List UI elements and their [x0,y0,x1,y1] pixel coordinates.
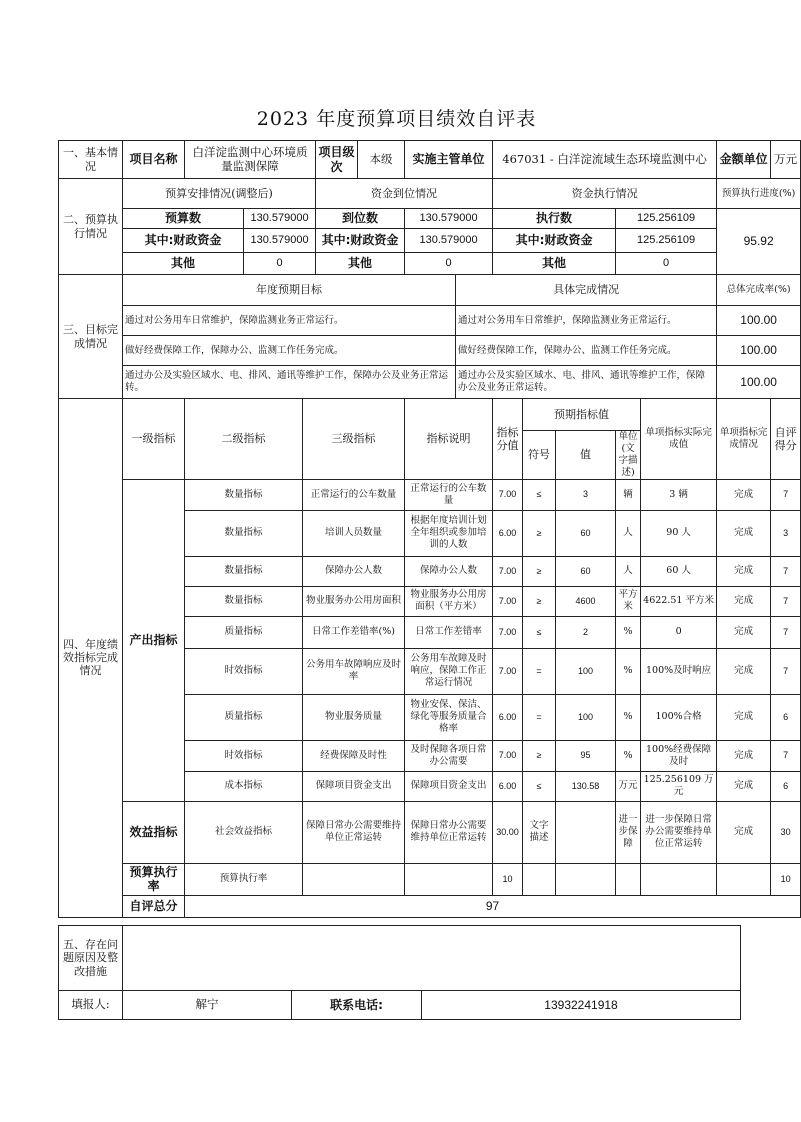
description-cell: 公务用车故障及时响应，保障工作正常运行情况 [405,648,493,694]
unit-cell: 进一步保障 [616,801,641,863]
goal-target: 通过对公务用车日常维护，保障监测业务正常运行。 [123,306,456,336]
actual-cell: 60 人 [641,556,717,586]
actual-cell: 进一步保障日常办公需要维持单位正常运转 [641,801,717,863]
goal-rate: 100.00 [717,336,801,366]
execution-other-label: 其他 [493,253,616,275]
budget-other-label: 其他 [123,253,244,275]
budget-fiscal-label: 其中:财政资金 [123,229,244,253]
indicator-row [59,479,801,510]
exec-rate-label: 预算执行率 [123,863,185,895]
weight-cell: 7.00 [493,479,523,510]
actual-cell: 100%合格 [641,694,717,740]
status-cell [717,863,771,895]
section-issues-label: 五、存在问题原因及整改措施 [59,926,123,991]
execution-rate-header: 预算执行进度(%) [717,179,801,209]
symbol-cell: ≥ [523,556,556,586]
annual-target-header: 年度预期目标 [123,275,456,306]
arrival-fiscal-label: 其中:财政资金 [316,229,405,253]
unit-cell: 万元 [616,771,641,801]
execution-fiscal-value: 125.256109 [616,229,717,253]
weight-cell: 7.00 [493,556,523,586]
project-level-value: 本级 [358,141,405,179]
section-goals-label: 三、目标完成情况 [59,275,123,399]
output-indicator-label: 产出指标 [123,479,185,801]
symbol-cell [523,863,556,895]
score-cell: 7 [771,740,801,771]
symbol-cell: = [523,648,556,694]
level2-cell: 数量指标 [185,479,303,510]
budget-other-value: 0 [244,253,316,275]
symbol-cell: ≤ [523,616,556,648]
description-cell: 根据年度培训计划全年组织或参加培训的人数 [405,510,493,556]
unit-cell: 辆 [616,479,641,510]
value-cell [556,801,616,863]
unit-cell: % [616,694,641,740]
level3-cell: 经费保障及时性 [303,740,405,771]
budget-plan-header: 预算安排情况(调整后) [123,179,316,209]
funds-arrival-header: 资金到位情况 [316,179,493,209]
arrival-value: 130.579000 [405,209,493,229]
execution-value: 125.256109 [616,209,717,229]
goal-rate: 100.00 [717,366,801,399]
level3-cell: 公务用车故障响应及时率 [303,648,405,694]
issues-content [123,926,741,991]
level2-cell: 成本指标 [185,771,303,801]
status-cell: 完成 [717,616,771,648]
arrival-label: 到位数 [316,209,405,229]
description-cell: 物业安保、保洁、绿化等服务质量合格率 [405,694,493,740]
total-score-row [59,895,801,917]
level2-header: 二级指标 [185,399,303,480]
description-cell: 日常工作差错率 [405,616,493,648]
arrival-other-value: 0 [405,253,493,275]
description-cell: 物业服务办公用房面积（平方米） [405,586,493,616]
status-header: 单项指标完成情况 [717,399,771,480]
weight-cell: 7.00 [493,616,523,648]
budget-value: 130.579000 [244,209,316,229]
score-header: 自评得分 [771,399,801,480]
status-cell: 完成 [717,586,771,616]
score-cell: 30 [771,801,801,863]
level3-cell: 物业服务质量 [303,694,405,740]
actual-cell: 0 [641,616,717,648]
value-header: 值 [556,431,616,480]
weight-cell: 30.00 [493,801,523,863]
level3-cell: 正常运行的公车数量 [303,479,405,510]
unit-cell: 人 [616,556,641,586]
level2-cell: 数量指标 [185,586,303,616]
exec-rate-row [59,863,801,895]
actual-cell: 125.256109 万元 [641,771,717,801]
funds-execution-header: 资金执行情况 [493,179,717,209]
actual-completion-header: 具体完成情况 [456,275,717,306]
issues-row [59,926,741,991]
expected-value-header: 预期指标值 [523,399,641,431]
status-cell: 完成 [717,479,771,510]
filler-label: 填报人: [59,991,123,1020]
description-cell: 保障项目资金支出 [405,771,493,801]
indicator-header-row [59,399,801,431]
overall-rate-header: 总体完成率(%) [717,275,801,306]
score-cell: 6 [771,694,801,740]
symbol-cell: = [523,694,556,740]
level2-cell: 质量指标 [185,694,303,740]
level3-header: 三级指标 [303,399,405,480]
symbol-cell: 文字描述 [523,801,556,863]
symbol-header: 符号 [523,431,556,480]
symbol-cell: ≤ [523,771,556,801]
value-cell [556,863,616,895]
value-cell: 60 [556,556,616,586]
goal-actual: 做好经费保障工作，保障办公、监测工作任务完成。 [456,336,717,366]
level2-cell: 质量指标 [185,616,303,648]
project-level-label: 项目级次 [316,141,358,179]
level3-cell [303,863,405,895]
level2-cell: 社会效益指标 [185,801,303,863]
actual-cell: 100%及时响应 [641,648,717,694]
amount-unit-label: 金额单位 [717,141,771,179]
weight-cell: 7.00 [493,740,523,771]
filler-value: 解宁 [123,991,292,1020]
goal-row [59,336,801,366]
section-budget-label: 二、预算执行情况 [59,179,123,275]
level3-cell: 物业服务办公用房面积 [303,586,405,616]
weight-cell: 6.00 [493,694,523,740]
description-cell: 正常运行的公车数量 [405,479,493,510]
execution-label: 执行数 [493,209,616,229]
execution-fiscal-label: 其中:财政资金 [493,229,616,253]
score-cell: 7 [771,648,801,694]
goal-actual: 通过办公及实验区域水、电、排风、通讯等维护工作，保障办公及业务正常运转。 [456,366,717,399]
unit-cell: 人 [616,510,641,556]
actual-cell: 3 辆 [641,479,717,510]
level2-cell: 数量指标 [185,510,303,556]
value-cell: 130.58 [556,771,616,801]
value-cell: 2 [556,616,616,648]
implementing-unit-value: 467031 - 白洋淀流域生态环境监测中心 [493,141,717,179]
phone-value: 13932241918 [422,991,741,1020]
arrival-fiscal-value: 130.579000 [405,229,493,253]
goal-target: 做好经费保障工作，保障办公、监测工作任务完成。 [123,336,456,366]
footer-row [59,991,741,1020]
unit-header: 单位(文字描述) [616,431,641,480]
status-cell: 完成 [717,694,771,740]
description-header: 指标说明 [405,399,493,480]
score-cell: 6 [771,771,801,801]
status-cell: 完成 [717,556,771,586]
budget-header-row [59,179,801,209]
actual-cell [641,863,717,895]
weight-cell: 6.00 [493,510,523,556]
symbol-cell: ≥ [523,586,556,616]
actual-cell: 90 人 [641,510,717,556]
level3-cell: 培训人员数量 [303,510,405,556]
value-cell: 60 [556,510,616,556]
level2-cell: 时效指标 [185,740,303,771]
budget-fiscal-row [59,229,801,253]
score-cell: 3 [771,510,801,556]
status-cell: 完成 [717,740,771,771]
section-basic-label: 一、基本情况 [59,141,123,179]
goal-actual: 通过对公务用车日常维护，保障监测业务正常运行。 [456,306,717,336]
goal-rate: 100.00 [717,306,801,336]
benefit-indicator-row [59,801,801,863]
execution-other-value: 0 [616,253,717,275]
level3-cell: 保障办公人数 [303,556,405,586]
budget-other-row [59,253,801,275]
score-cell: 7 [771,616,801,648]
weight-header: 指标分值 [493,399,523,480]
actual-cell: 4622.51 平方米 [641,586,717,616]
value-cell: 100 [556,648,616,694]
unit-cell: 平方米 [616,586,641,616]
description-cell [405,863,493,895]
arrival-other-label: 其他 [316,253,405,275]
level3-cell: 日常工作差错率(%) [303,616,405,648]
actual-cell: 100%经费保障及时 [641,740,717,771]
level3-cell: 保障项目资金支出 [303,771,405,801]
score-cell: 7 [771,586,801,616]
actual-value-header: 单项指标实际完成值 [641,399,717,480]
budget-label: 预算数 [123,209,244,229]
level2-cell: 预算执行率 [185,863,303,895]
amount-unit-value: 万元 [771,141,801,179]
level2-cell: 数量指标 [185,556,303,586]
value-cell: 100 [556,694,616,740]
goal-row [59,366,801,399]
goals-header-row [59,275,801,306]
level3-cell: 保障日常办公需要维持单位正常运转 [303,801,405,863]
unit-cell [616,863,641,895]
evaluation-table [58,140,801,918]
weight-cell: 7.00 [493,586,523,616]
value-cell: 4600 [556,586,616,616]
level2-cell: 时效指标 [185,648,303,694]
goal-target: 通过办公及实验区域水、电、排风、通讯等维护工作，保障办公及业务正常运转。 [123,366,456,399]
goal-row [59,306,801,336]
unit-cell: % [616,616,641,648]
status-cell: 完成 [717,801,771,863]
score-cell: 7 [771,556,801,586]
budget-fiscal-value: 130.579000 [244,229,316,253]
total-score-label: 自评总分 [123,895,185,917]
section-indicators-label: 四、年度绩效指标完成情况 [59,399,123,918]
phone-label: 联系电话: [292,991,422,1020]
description-cell: 保障日常办公需要维持单位正常运转 [405,801,493,863]
status-cell: 完成 [717,771,771,801]
benefit-indicator-label: 效益指标 [123,801,185,863]
issues-footer-table [58,925,741,1020]
project-name-value: 白洋淀监测中心环境质量监测保障 [185,141,316,179]
implementing-unit-label: 实施主管单位 [405,141,493,179]
symbol-cell: ≥ [523,510,556,556]
project-name-label: 项目名称 [123,141,185,179]
score-cell: 10 [771,863,801,895]
value-cell: 3 [556,479,616,510]
page-title: 2023 年度预算项目绩效自评表 [256,108,537,130]
status-cell: 完成 [717,510,771,556]
weight-cell: 6.00 [493,771,523,801]
symbol-cell: ≤ [523,479,556,510]
description-cell: 保障办公人数 [405,556,493,586]
unit-cell: % [616,740,641,771]
basic-info-row [59,141,801,179]
weight-cell: 10 [493,863,523,895]
level1-header: 一级指标 [123,399,185,480]
description-cell: 及时保障各项日常办公需要 [405,740,493,771]
value-cell: 95 [556,740,616,771]
unit-cell: % [616,648,641,694]
total-score-value: 97 [185,895,801,917]
status-cell: 完成 [717,648,771,694]
weight-cell: 7.00 [493,648,523,694]
budget-row [59,209,801,229]
execution-rate-value: 95.92 [717,209,801,275]
symbol-cell: ≥ [523,740,556,771]
score-cell: 7 [771,479,801,510]
